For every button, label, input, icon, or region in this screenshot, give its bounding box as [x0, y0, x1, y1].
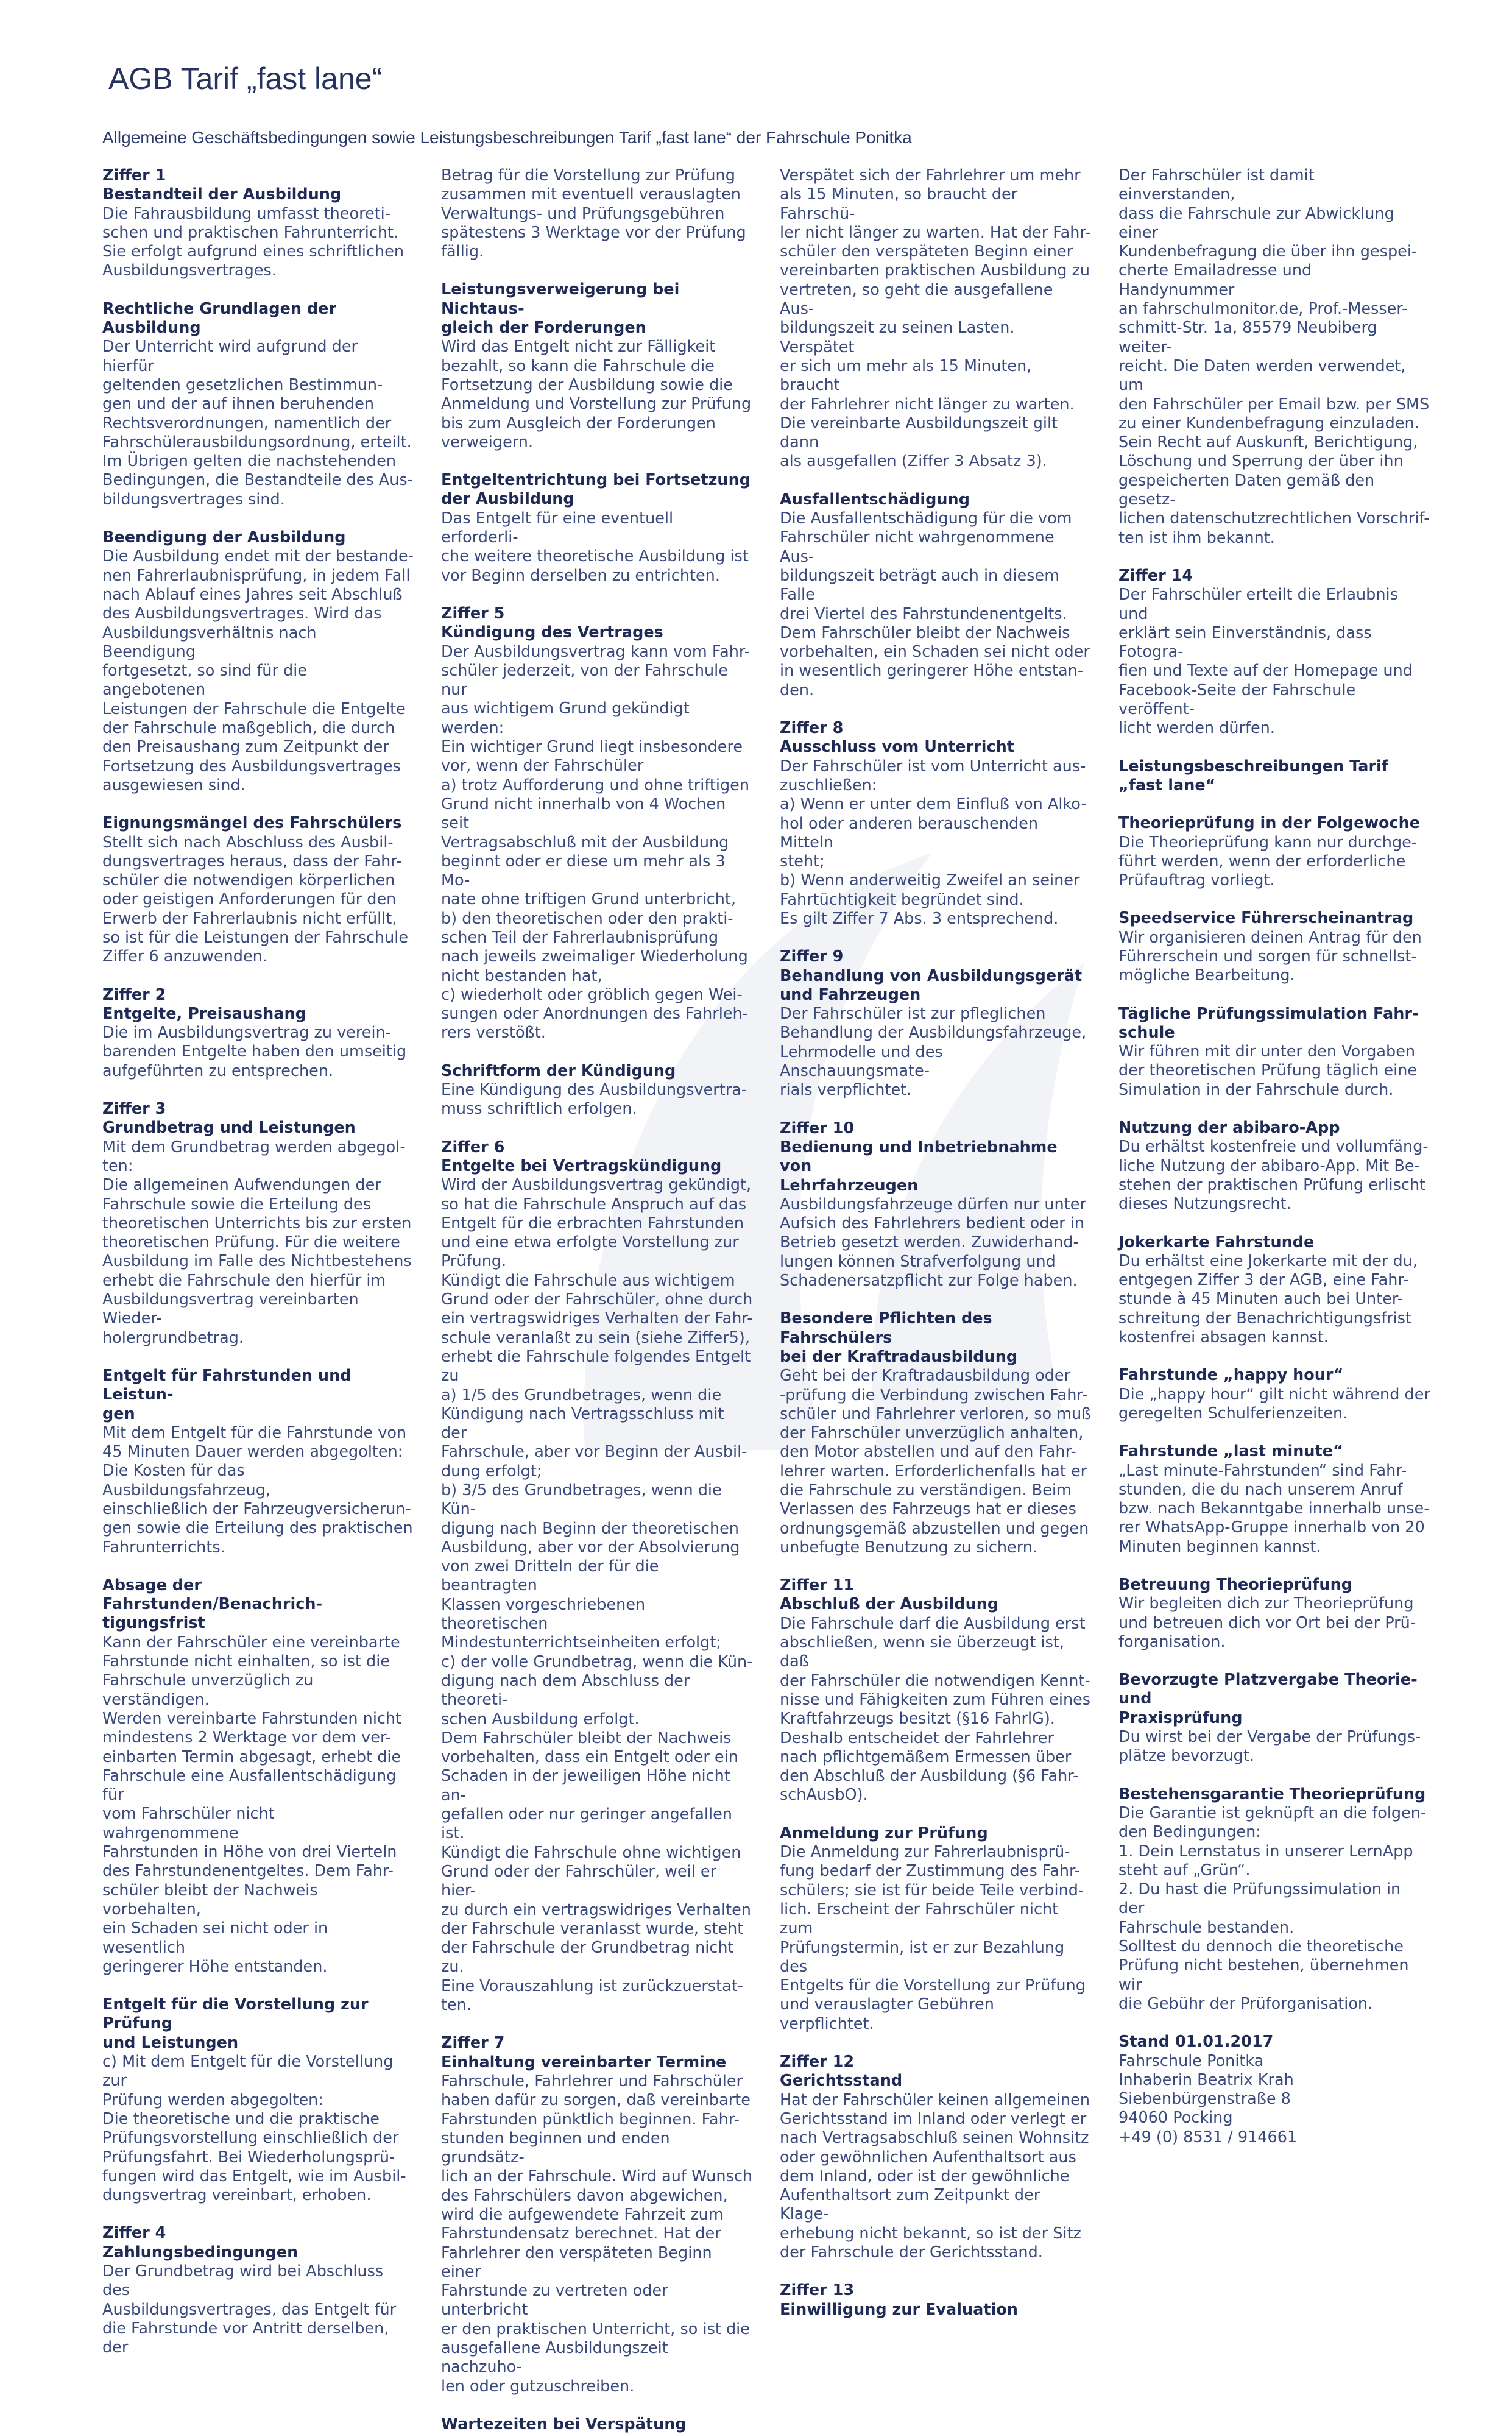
- section-body: Die „happy hour“ gilt nicht während der geregelten Schulferienzeiten.: [1118, 1385, 1430, 1423]
- terms-section: [1118, 1442, 1430, 1557]
- terms-section: [102, 1100, 414, 1348]
- section-body: Mit dem Grundbetrag werden abgegol- ten: Die allgemeinen Aufwendungen der Fahrschule sowie die Erteilung des theoretischen Unterrichts bis zur ersten theoretischen Prüfung. Für die weitere Ausbildung im Falle des Nichtbestehens erhebt die Fahrschule den hierfür im Ausbildungsvertrag vereinbarten Wieder- holergrundbetrag.: [102, 1137, 412, 1347]
- terms-section: [1118, 166, 1430, 548]
- terms-section: [780, 166, 1092, 472]
- section-body: Der Fahrschüler ist vom Unterricht aus- zuschließen: a) Wenn er unter dem Einfluß von Alko- hol oder anderen berauschenden Mitteln steht; b) Wenn anderweitig Zweifel an seiner Fahrtüchtigkeit begründet sind. Es gilt Ziffer 7 Abs. 3 entsprechend.: [780, 757, 1087, 928]
- terms-section: [1118, 1366, 1430, 1423]
- section-body: Das Entgelt für eine eventuell erforderli- che weitere theoretische Ausbildung ist vor Beginn derselben zu entrichten.: [441, 509, 749, 585]
- section-body: Stellt sich nach Abschluss des Ausbil- dungsvertrages heraus, dass der Fahr- schüler die notwendigen körperlichen oder geistigen Anforderungen für den Erwerb der Fahrerlaubnis nicht erfüllt, so ist für die Leistungen der Fahrschule Ziffer 6 anzuwenden.: [102, 833, 409, 966]
- terms-section: [780, 2281, 1092, 2319]
- section-body: Der Grundbetrag wird bei Abschluss des Ausbildungsvertrages, das Entgelt für die Fahrstunde vor Antritt derselben, der: [102, 2262, 397, 2357]
- section-heading: Entgeltentrichtung bei Fortsetzung der Ausbildung: [441, 471, 751, 509]
- section-body: Die Garantie ist geknüpft an die folgen- den Bedingungen: 1. Dein Lernstatus in unserer LernApp steht auf „Grün“. 2. Du hast die Prüfungssimulation in der Fahrschule bestanden. Solltest du dennoch die theoretische Prüfung nicht bestehen, übernehmen wir die Gebühr der Prüforganisation.: [1118, 1803, 1427, 2013]
- section-heading: Absage der Fahrstunden/Benachrich- tigungsfrist: [102, 1576, 323, 1633]
- section-body: Die Anmeldung zur Fahrerlaubnisprü- fung bedarf der Zustimmung des Fahr- schülers; sie ist für beide Teile verbind- lich. Erscheint der Fahrschüler nicht zum Prüfungstermin, ist er zur Bezahlung des Entgelts für die Vorstellung zur Prüfung und verauslagter Gebühren verpflichtet.: [780, 1843, 1086, 2033]
- terms-section: [780, 1309, 1092, 1557]
- section-body: Der Fahrschüler ist damit einverstanden, dass die Fahrschule zur Abwicklung einer Kundenbefragung die über ihn gespei- cherte Emailadresse und Handynummer an fahrschulmonitor.de, Prof.-Messer- schmitt-Str. 1a, 85579 Neubiberg weiter- reicht. Die Daten werden verwendet, um den Fahrschüler per Email bzw. per SMS zu einer Kundenbefragung einzuladen. Sein Recht auf Auskunft, Berichtigung, Löschung und Sperrung der über ihn gespeicherten Daten gemäß den gesetz- lichen datenschutzrechtlichen Vorschrif- ten ist ihm bekannt.: [1118, 166, 1430, 547]
- section-body: Die Fahrschule darf die Ausbildung erst abschließen, wenn sie überzeugt ist, daß der Fahrschüler die notwendigen Kennt- nisse und Fähigkeiten zum Führen eines Kraftfahrzeugs besitzt (§16 FahrlG). Deshalb entscheidet der Fahrlehrer nach pflichtgemäßem Ermessen über den Abschluß der Ausbildung (§6 Fahr- schAusbO).: [780, 1614, 1091, 1805]
- terms-section: [780, 947, 1092, 1100]
- section-body: Die Theorieprüfung kann nur durchge- führt werden, wenn der erforderliche Prüfauftrag vorliegt.: [1118, 833, 1418, 890]
- terms-section: [102, 2224, 414, 2357]
- section-body: Wir organisieren deinen Antrag für den Führerschein und sorgen für schnellst- mögliche Bearbeitung.: [1118, 928, 1422, 985]
- section-heading: Leistungsbeschreibungen Tarif „fast lane“: [1118, 757, 1388, 794]
- section-heading: Ziffer 9 Behandlung von Ausbildungsgerät und Fahrzeugen: [780, 947, 1083, 1004]
- terms-section: [441, 166, 753, 261]
- section-heading: Ziffer 14: [1118, 566, 1193, 585]
- terms-section: [1118, 1005, 1430, 1100]
- section-heading: Beendigung der Ausbildung: [102, 528, 346, 547]
- section-heading: Eignungsmängel des Fahrschülers: [102, 814, 402, 833]
- terms-section: [1118, 1233, 1430, 1348]
- terms-section: [1118, 1785, 1430, 2014]
- section-heading: Bevorzugte Platzvergabe Theorie- und Praxisprüfung: [1118, 1671, 1418, 1727]
- section-body: Wird der Ausbildungsvertrag gekündigt, so hat die Fahrschule Anspruch auf das Entgelt für die erbrachten Fahrstunden und eine etwa erfolgte Vorstellung zur Prüfung. Kündigt die Fahrschule aus wichtigem Grund oder der Fahrschüler, ohne durch ein vertragswidriges Verhalten der Fahr- schule veranlaßt zu sein (siehe Ziffer5), erhebt die Fahrschule folgendes Entgelt zu a) 1/5 des Grundbetrages, wenn die Kündigung nach Vertragsschluss mit der Fahrschule, aber vor Beginn der Ausbil- dung erfolgt; b) 3/5 des Grundbetrages, wenn die Kün- digung nach Beginn der theoretischen Ausbildung, aber vor der Absolvierung von zwei Dritteln der für die beantragten Klassen vorgeschriebenen theoretischen Mindestunterrichtseinheiten erfolgt; c) der volle Grundbetrag, wenn die Kün- digung nach dem Abschluss der theoreti- schen Ausbildung erfolgt. Dem Fahrschüler bleibt der Nachweis vorbehalten, dass ein Entgelt oder ein Schaden in der jeweiligen Höhe nicht an- gefallen oder nur geringer angefallen ist. Kündigt die Fahrschule ohne wichtigen Grund oder der Fahrschüler, weil er hier- zu durch ein vertragswidriges Verhalten der Fahrschule veranlasst wurde, steht der Fahrschule der Grundbetrag nicht zu. Eine Vorauszahlung ist zurückzuerstat- ten.: [441, 1176, 753, 2015]
- column-3: [780, 166, 1092, 2319]
- terms-section: [1118, 1671, 1430, 1766]
- terms-section: [102, 300, 414, 509]
- section-heading: Ausfallentschädigung: [780, 490, 970, 509]
- terms-section: [441, 471, 753, 586]
- section-heading: Ziffer 7 Einhaltung vereinbarter Termine: [441, 2034, 727, 2071]
- section-heading: Ziffer 8 Ausschluss vom Unterricht: [780, 719, 1014, 757]
- terms-section: [102, 166, 414, 281]
- section-body: Der Fahrschüler erteilt die Erlaubnis und erklärt sein Einverständnis, dass Fotogra- fien und Texte auf der Homepage und Facebook-Seite der Fahrschule veröffent- licht werden dürfen.: [1118, 586, 1413, 738]
- section-body: Der Fahrschüler ist zur pfleglichen Behandlung der Ausbildungsfahrzeuge, Lehrmodelle und des Anschauungsmate- rials verpflichtet.: [780, 1005, 1087, 1100]
- section-body: Wir begleiten dich zur Theorieprüfung und betreuen dich vor Ort bei der Prü- forganisation.: [1118, 1594, 1416, 1651]
- terms-section: [1118, 909, 1430, 985]
- page-title: AGB Tarif „fast lane“: [108, 62, 383, 96]
- column-2: [441, 166, 753, 2433]
- terms-columns: [102, 166, 1430, 2433]
- terms-section: [102, 1367, 414, 1557]
- section-body: Der Unterricht wird aufgrund der hierfür geltenden gesetzlichen Bestimmun- gen und der auf ihnen beruhenden Rechtsverordnungen, namentlich der Fahrschülerausbildungsordnung, erteilt. Im Übrigen gelten die nachstehenden Bedingungen, die Bestandteile des Aus- bildungsvertrages sind.: [102, 338, 413, 509]
- terms-section: [102, 814, 414, 966]
- terms-section: [102, 528, 414, 795]
- section-body: Wir führen mit dir unter den Vorgaben der theoretischen Prüfung täglich eine Simulation in der Fahrschule durch.: [1118, 1042, 1418, 1099]
- section-heading: Nutzung der abibaro-App: [1118, 1119, 1340, 1137]
- section-heading: Bestehensgarantie Theorieprüfung: [1118, 1785, 1426, 1803]
- column-4: [1118, 166, 1430, 2146]
- section-body: Die Ausbildung endet mit der bestande- nen Fahrerlaubnisprüfung, in jedem Fall nach Ablauf eines Jahres seit Abschluß des Ausbildungsvertrages. Wird das Ausbildungsverhältnis nach Beendigung fortgesetzt, so sind für die angebotenen Leistungen der Fahrschule die Entgelte der Fahrschule maßgeblich, die durch den Preisaushang zum Zeitpunkt der Fortsetzung des Ausbildungsvertrages ausgewiesen sind.: [102, 547, 414, 794]
- terms-section: [780, 490, 1092, 700]
- section-heading: Ziffer 13 Einwilligung zur Evaluation: [780, 2281, 1018, 2319]
- section-body: Mit dem Entgelt für die Fahrstunde von 45 Minuten Dauer werden abgegolten: Die Kosten für das Ausbildungsfahrzeug, einschließlich der Fahrzeugversicherun- gen sowie die Erteilung des praktischen Fahrunterrichts.: [102, 1423, 413, 1557]
- section-body: Kann der Fahrschüler eine vereinbarte Fahrstunde nicht einhalten, so ist die Fahrschule unverzüglich zu verständigen. Werden vereinbarte Fahrstunden nicht mindestens 2 Werktage vor dem ver- einbarten Termin abgesagt, erhebt die Fahrschule eine Ausfallentschädigung für vom Fahrschüler nicht wahrgenommene Fahrstunden in Höhe von drei Vierteln des Fahrstundenentgeltes. Dem Fahr- schüler bleibt der Nachweis vorbehalten, ein Schaden sei nicht oder in wesentlich geringerer Höhe entstanden.: [102, 1633, 402, 1976]
- section-body: Betrag für die Vorstellung zur Prüfung zusammen mit eventuell verauslagten Verwaltungs- und Prüfungsgebühren spätestens 3 Werktage vor der Prüfung fällig.: [441, 166, 746, 261]
- section-heading: Ziffer 11 Abschluß der Ausbildung: [780, 1576, 999, 1614]
- section-body: Die Ausfallentschädigung für die vom Fahrschüler nicht wahrgenommene Aus- bildungszeit beträgt auch in diesem Falle drei Viertel des Fahrstundenentgelts. Dem Fahrschüler bleibt der Nachweis vorbehalten, ein Schaden sei nicht oder in wesentlich geringerer Höhe entstan- den.: [780, 509, 1090, 699]
- terms-section: [102, 1995, 414, 2205]
- section-heading: Ziffer 12 Gerichtsstand: [780, 2053, 903, 2090]
- section-heading: Wartezeiten bei Verspätung: [441, 2415, 687, 2433]
- section-body: Die im Ausbildungsvertrag zu verein- barenden Entgelte haben den umseitig aufgeführten zu entsprechen.: [102, 1024, 407, 1080]
- terms-section: [102, 1576, 414, 1976]
- terms-section: [780, 1119, 1092, 1291]
- section-heading: Betreuung Theorieprüfung: [1118, 1576, 1352, 1594]
- section-body: Fahrschule Ponitka Inhaberin Beatrix Krah Siebenbürgenstraße 8 94060 Pocking +49 (0) 8531 / 914661: [1118, 2051, 1298, 2146]
- terms-section: [1118, 1119, 1430, 1214]
- terms-section: [1118, 1576, 1430, 1652]
- terms-section: [1118, 2032, 1430, 2147]
- section-body: Die Fahrausbildung umfasst theoreti- schen und praktischen Fahrunterricht. Sie erfolgt aufgrund eines schriftlichen Ausbildungsvertrages.: [102, 204, 404, 280]
- section-body: Verspätet sich der Fahrlehrer um mehr als 15 Minuten, so braucht der Fahrschü- ler nicht länger zu warten. Hat der Fahr- schüler den verspäteten Beginn einer vereinbarten praktischen Ausbildung zu vertreten, so geht die ausgefallene Aus- bildungszeit zu seinen Lasten. Verspätet er sich um mehr als 15 Minuten, braucht der Fahrlehrer nicht länger zu warten. Die vereinbarte Ausbildungszeit gilt dann als ausgefallen (Ziffer 3 Absatz 3).: [780, 166, 1091, 471]
- section-heading: Ziffer 1 Bestandteil der Ausbildung: [102, 166, 342, 204]
- section-heading: Besondere Pflichten des Fahrschülers bei der Kraftradausbildung: [780, 1309, 1018, 1366]
- terms-section: [1118, 757, 1430, 796]
- section-body: Ausbildungsfahrzeuge dürfen nur unter Aufsich des Fahrlehrers bedient oder in Betrieb gesetzt werden. Zuwiderhand- lungen können Strafverfolgung und Schadenersatzpflicht zur Folge haben.: [780, 1195, 1086, 1290]
- section-body: Eine Kündigung des Ausbildungsvertra- muss schriftlich erfolgen.: [441, 1081, 747, 1119]
- terms-section: [441, 1062, 753, 1119]
- section-heading: Entgelt für Fahrstunden und Leistun- gen: [102, 1366, 352, 1423]
- section-body: Hat der Fahrschüler keinen allgemeinen Gerichtsstand im Inland oder verlegt er nach Vertragsabschluß seinen Wohnsitz oder gewöhnlichen Aufenthaltsort aus dem Inland, oder ist der gewöhnliche Aufenthaltsort zum Zeitpunkt der Klage- erhebung nicht bekannt, so ist der Sitz der Fahrschule der Gerichtsstand.: [780, 2090, 1090, 2262]
- section-heading: Ziffer 3 Grundbetrag und Leistungen: [102, 1100, 356, 1137]
- section-heading: Ziffer 2 Entgelte, Preisaushang: [102, 985, 306, 1023]
- section-body: Du erhältst kostenfreie und vollumfäng- liche Nutzung der abibaro-App. Mit Be- stehen der praktischen Prüfung erlischt dieses Nutzungsrecht.: [1118, 1137, 1429, 1214]
- section-heading: Ziffer 10 Bedienung und Inbetriebnahme von Lehrfahrzeugen: [780, 1119, 1058, 1195]
- section-heading: Ziffer 6 Entgelte bei Vertragskündigung: [441, 1137, 722, 1175]
- section-body: Geht bei der Kraftradausbildung oder -prüfung die Verbindung zwischen Fahr- schüler und Fahrlehrer verloren, so muß der Fahrschüler unverzüglich anhalten, den Motor abstellen und auf den Fahr- lehrer warten. Erforderlichenfalls hat er die Fahrschule zu verständigen. Beim Verlassen des Fahrzeugs hat er dieses ordnungsgemäß abzustellen und gegen unbefugte Benutzung zu sichern.: [780, 1367, 1092, 1557]
- section-body: Du erhältst eine Jokerkarte mit der du, entgegen Ziffer 3 der AGB, eine Fahr- stunde à 45 Minuten auch bei Unter- schreitung der Benachrichtigungsfrist kostenfrei absagen kannst.: [1118, 1251, 1418, 1347]
- section-body: Der Ausbildungsvertrag kann vom Fahr- schüler jederzeit, von der Fahrschule nur aus wichtigem Grund gekündigt werden: Ein wichtiger Grund liegt insbesondere vor, wenn der Fahrschüler a) trotz Aufforderung und ohne triftigen Grund nicht innerhalb von 4 Wochen seit Vertragsabschluß mit der Ausbildung beginnt oder er diese um mehr als 3 Mo- nate ohne triftigen Grund unterbricht, b) den theoretischen oder den prakti- schen Teil der Fahrerlaubnisprüfung nach jeweils zweimaliger Wiederholung nicht bestanden hat, c) wiederholt oder gröblich gegen Wei- sungen oder Anordnungen des Fahrleh- rers verstößt.: [441, 642, 750, 1042]
- terms-section: [780, 719, 1092, 929]
- section-heading: Theorieprüfung in der Folgewoche: [1118, 814, 1421, 833]
- section-heading: Rechtliche Grundlagen der Ausbildung: [102, 299, 337, 338]
- section-heading: Schriftform der Kündigung: [441, 1061, 676, 1080]
- section-heading: Anmeldung zur Prüfung: [780, 1824, 988, 1842]
- section-heading: Stand 01.01.2017: [1118, 2032, 1274, 2051]
- section-heading: Ziffer 5 Kündigung des Vertrages: [441, 604, 663, 642]
- terms-section: [780, 2053, 1092, 2262]
- section-heading: Ziffer 4 Zahlungsbedingungen: [102, 2224, 299, 2262]
- terms-section: [780, 1824, 1092, 2034]
- terms-section: [1118, 567, 1430, 738]
- section-body: „Last minute-Fahrstunden“ sind Fahr- stunden, die du nach unserem Anruf bzw. nach Bekanntgabe innerhalb unse- rer WhatsApp-Gruppe innerhalb von 20 Minuten beginnen kannst.: [1118, 1461, 1430, 1556]
- page-subtitle: Allgemeine Geschäftsbedingungen sowie Leistungsbeschreibungen Tarif „fast lane“ der Fahrschule Ponitka: [102, 128, 912, 147]
- terms-section: [1118, 814, 1430, 890]
- column-1: [102, 166, 414, 2357]
- terms-section: [441, 604, 753, 1043]
- section-body: c) Mit dem Entgelt für die Vorstellung zur Prüfung werden abgegolten: Die theoretische und die praktische Prüfungsvorstellung einschließlich der Prüfungsfahrt. Bei Wiederholungsprü- fungen wird das Entgelt, wie im Ausbil- dungsvertrag vereinbart, erhoben.: [102, 2053, 406, 2205]
- terms-section: [441, 2415, 753, 2434]
- terms-section: [780, 1576, 1092, 1805]
- section-heading: Fahrstunde „last minute“: [1118, 1442, 1343, 1461]
- terms-section: [441, 1138, 753, 2015]
- section-body: Fahrschule, Fahrlehrer und Fahrschüler haben dafür zu sorgen, daß vereinbarte Fahrstunden pünktlich beginnen. Fahr- stunden beginnen und enden grundsätz- lich an der Fahrschule. Wird auf Wunsch des Fahrschülers davon abgewichen, wird die aufgewendete Fahrzeit zum Fahrstundensatz berechnet. Hat der Fahrlehrer den verspäteten Beginn einer Fahrstunde zu vertreten oder unterbricht er den praktischen Unterricht, so ist die ausgefallene Ausbildungszeit nachzuho- len oder gutzuschreiben.: [441, 2071, 753, 2396]
- section-body: Du wirst bei der Vergabe der Prüfungs- plätze bevorzugt.: [1118, 1728, 1421, 1766]
- section-heading: Fahrstunde „happy hour“: [1118, 1366, 1344, 1385]
- terms-section: [102, 986, 414, 1081]
- section-heading: Jokerkarte Fahrstunde: [1118, 1233, 1315, 1251]
- section-heading: Leistungsverweigerung bei Nichtaus- gleich der Forderungen: [441, 280, 680, 338]
- section-heading: Entgelt für die Vorstellung zur Prüfung und Leistungen: [102, 1995, 369, 2052]
- section-heading: Speedservice Führerscheinantrag: [1118, 909, 1414, 928]
- section-body: Wird das Entgelt nicht zur Fälligkeit bezahlt, so kann die Fahrschule die Fortsetzung der Ausbildung sowie die Anmeldung und Vorstellung zur Prüfung bis zum Ausgleich der Forderungen verweigern.: [441, 338, 752, 451]
- section-heading: Tägliche Prüfungssimulation Fahr- schule: [1118, 1004, 1419, 1042]
- terms-section: [441, 280, 753, 452]
- terms-section: [441, 2034, 753, 2396]
